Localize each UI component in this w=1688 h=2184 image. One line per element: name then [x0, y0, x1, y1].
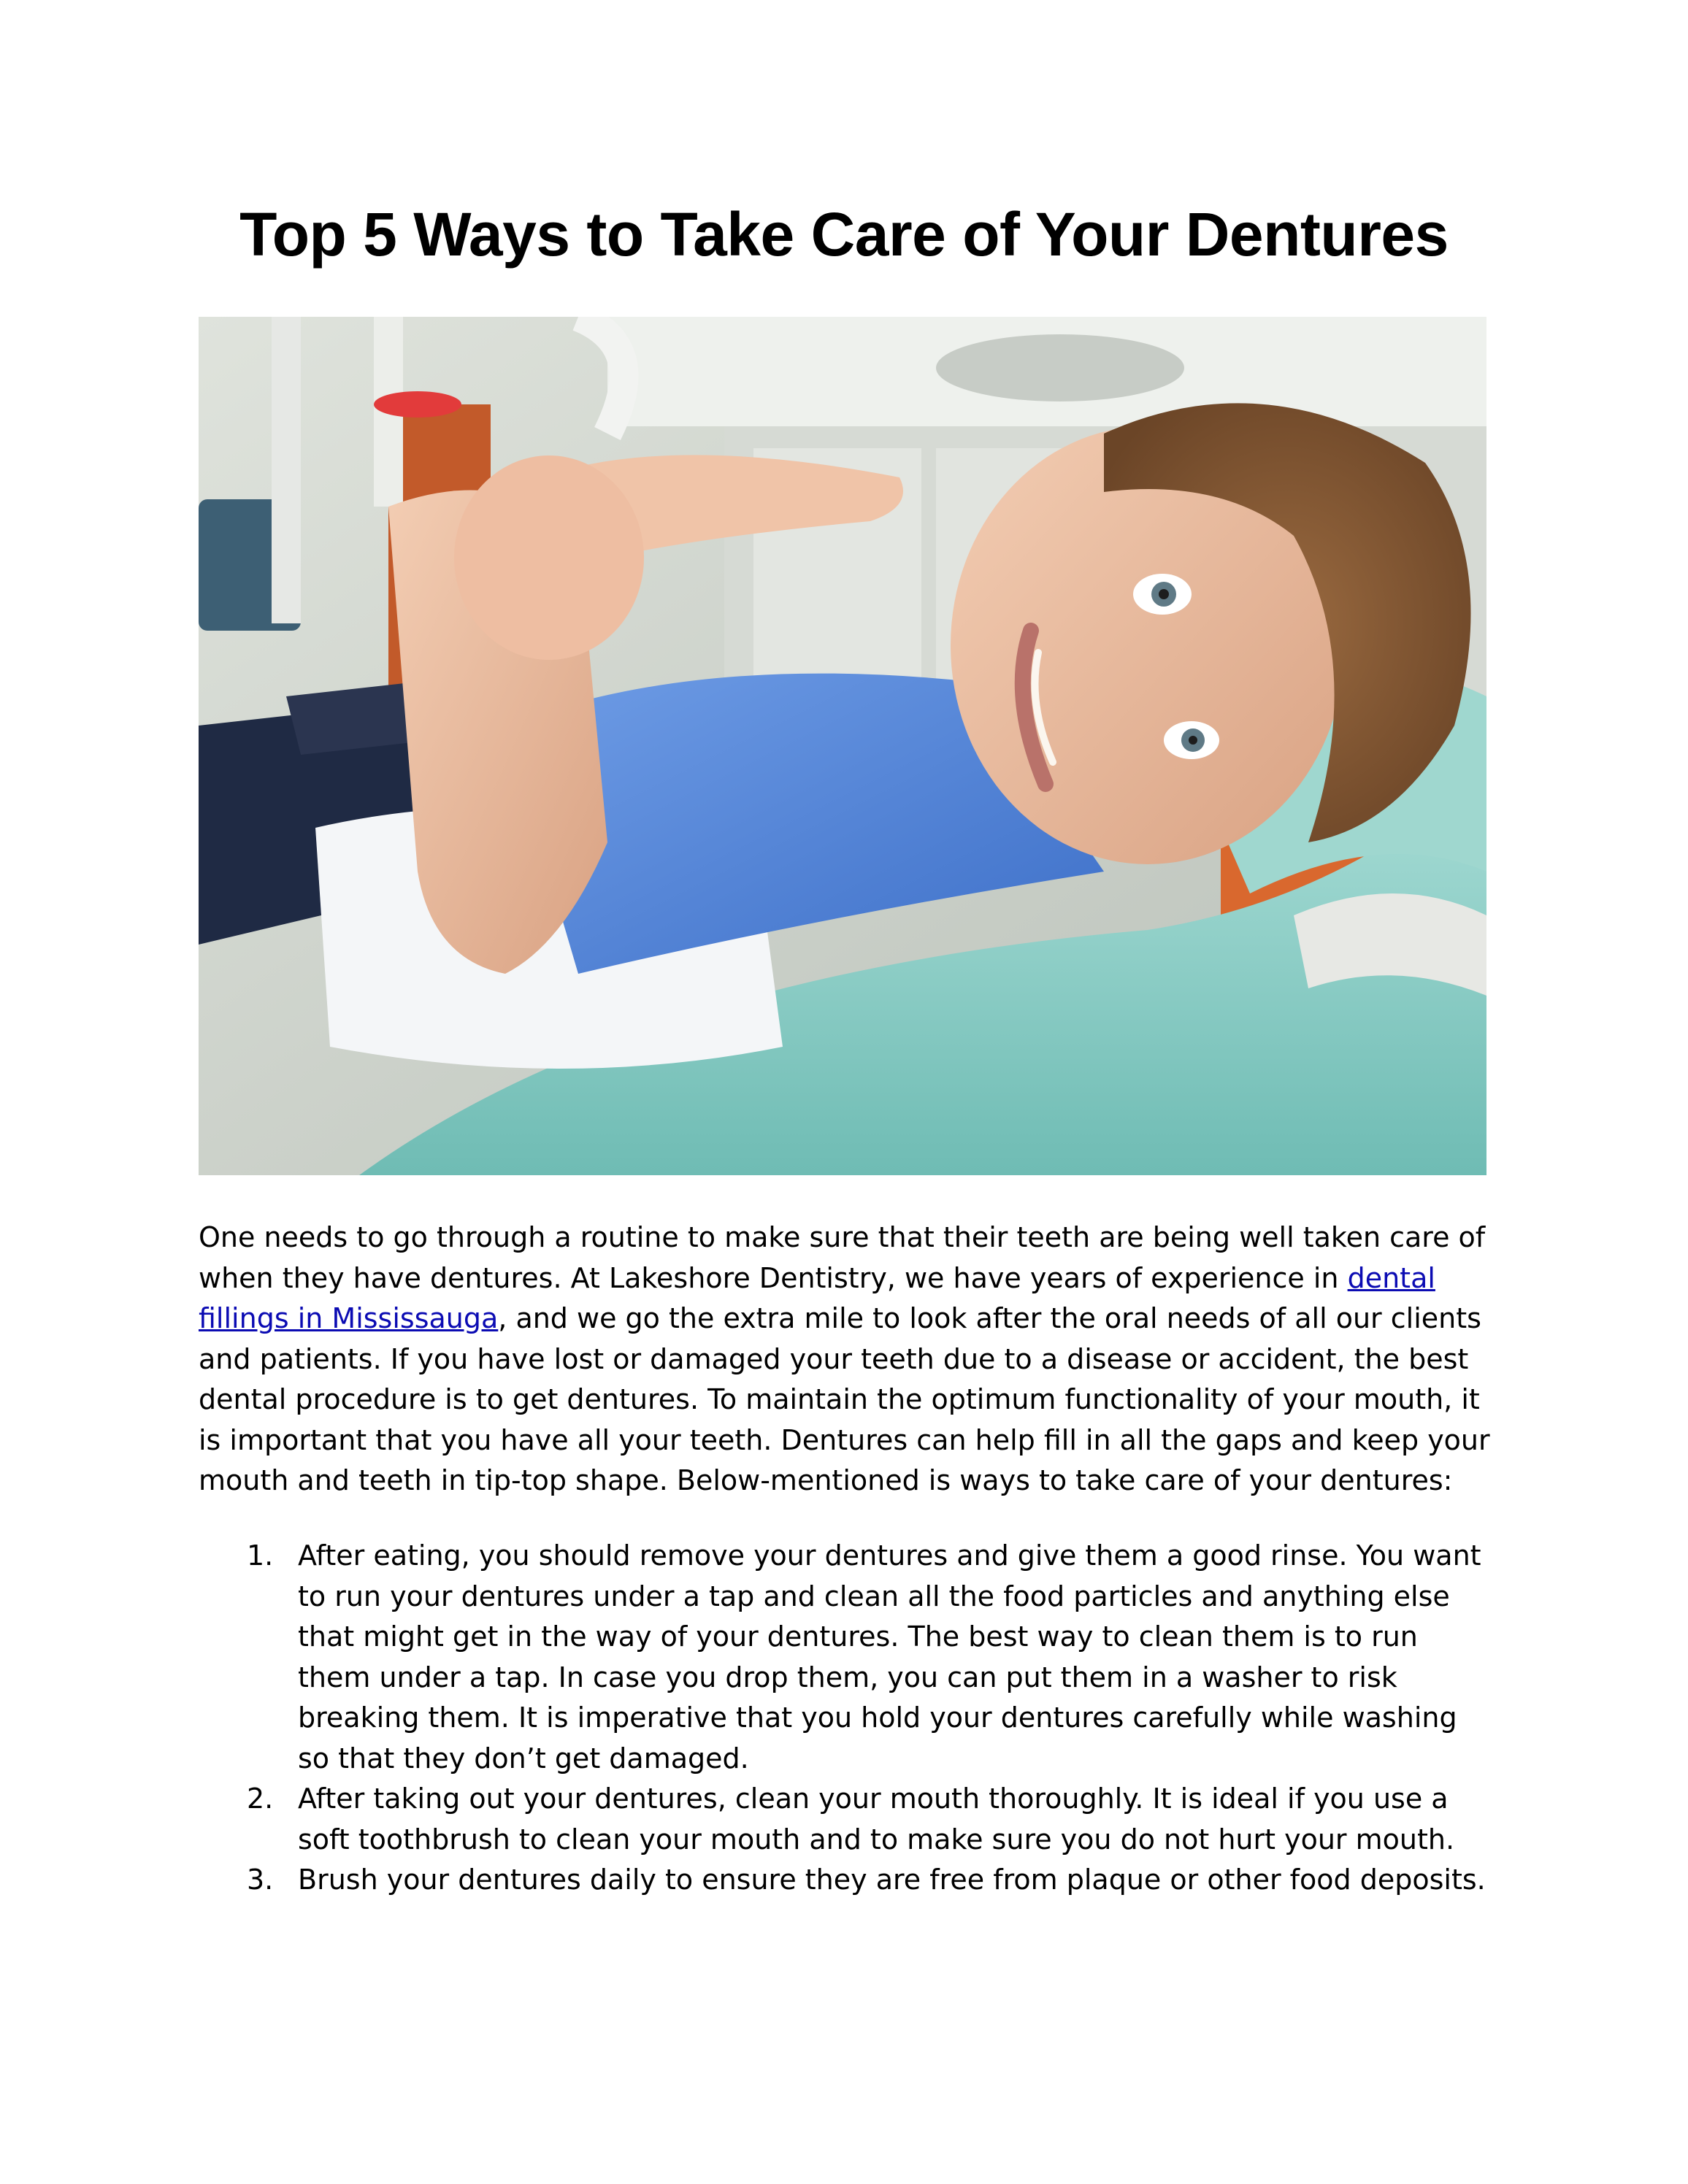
hero-photo — [199, 317, 1486, 1175]
list-item — [199, 1779, 1491, 1860]
dental-fillings-link[interactable]: dental fillings in Mississauga — [199, 1261, 1435, 1334]
list-item-number: 3. — [247, 1864, 274, 1896]
care-steps-list — [199, 1536, 1491, 1901]
list-item-text: After eating, you should remove your dentures and give them a good rinse. You want to run your dentures under a tap and clean all the food particles and anything else that might get in the way of your dentures. The best way to clean them is to run them under a tap. In case you drop them, you can put them in a washer to risk breaking them. It is imperative that you hold your dentures carefully while washing so that they don’t get damaged. — [298, 1539, 1481, 1774]
list-item-text: Brush your dentures daily to ensure they are free from plaque or other food deposits. — [298, 1864, 1486, 1896]
intro-text-part1: One needs to go through a routine to make sure that their teeth are being well taken care of when they have dentures. At Lakeshore Dentistry, we have years of experience in — [199, 1221, 1486, 1294]
intro-text-part2: , and we go the extra mile to look after the oral needs of all our clients and patients. If you have lost or damaged your teeth due to a disease or accident, the best dental procedure is to get dentures. To maintain the optimum functionality of your mouth, it is important that you have all your teeth. Dentures can help fill in all the gaps and keep your mouth and teeth in tip-top shape. Below-mentioned is ways to take care of your dentures: — [199, 1302, 1490, 1496]
intro-paragraph — [199, 1218, 1491, 1502]
list-item-text: After taking out your dentures, clean your mouth thoroughly. It is ideal if you use a soft toothbrush to clean your mouth and to make sure you do not hurt your mouth. — [298, 1783, 1455, 1856]
hero-image — [199, 317, 1486, 1175]
page-title: Top 5 Ways to Take Care of Your Dentures — [239, 200, 1449, 269]
list-item-number: 1. — [247, 1539, 274, 1572]
list-item — [199, 1536, 1491, 1779]
list-item-number: 2. — [247, 1783, 274, 1815]
list-item — [199, 1860, 1491, 1901]
